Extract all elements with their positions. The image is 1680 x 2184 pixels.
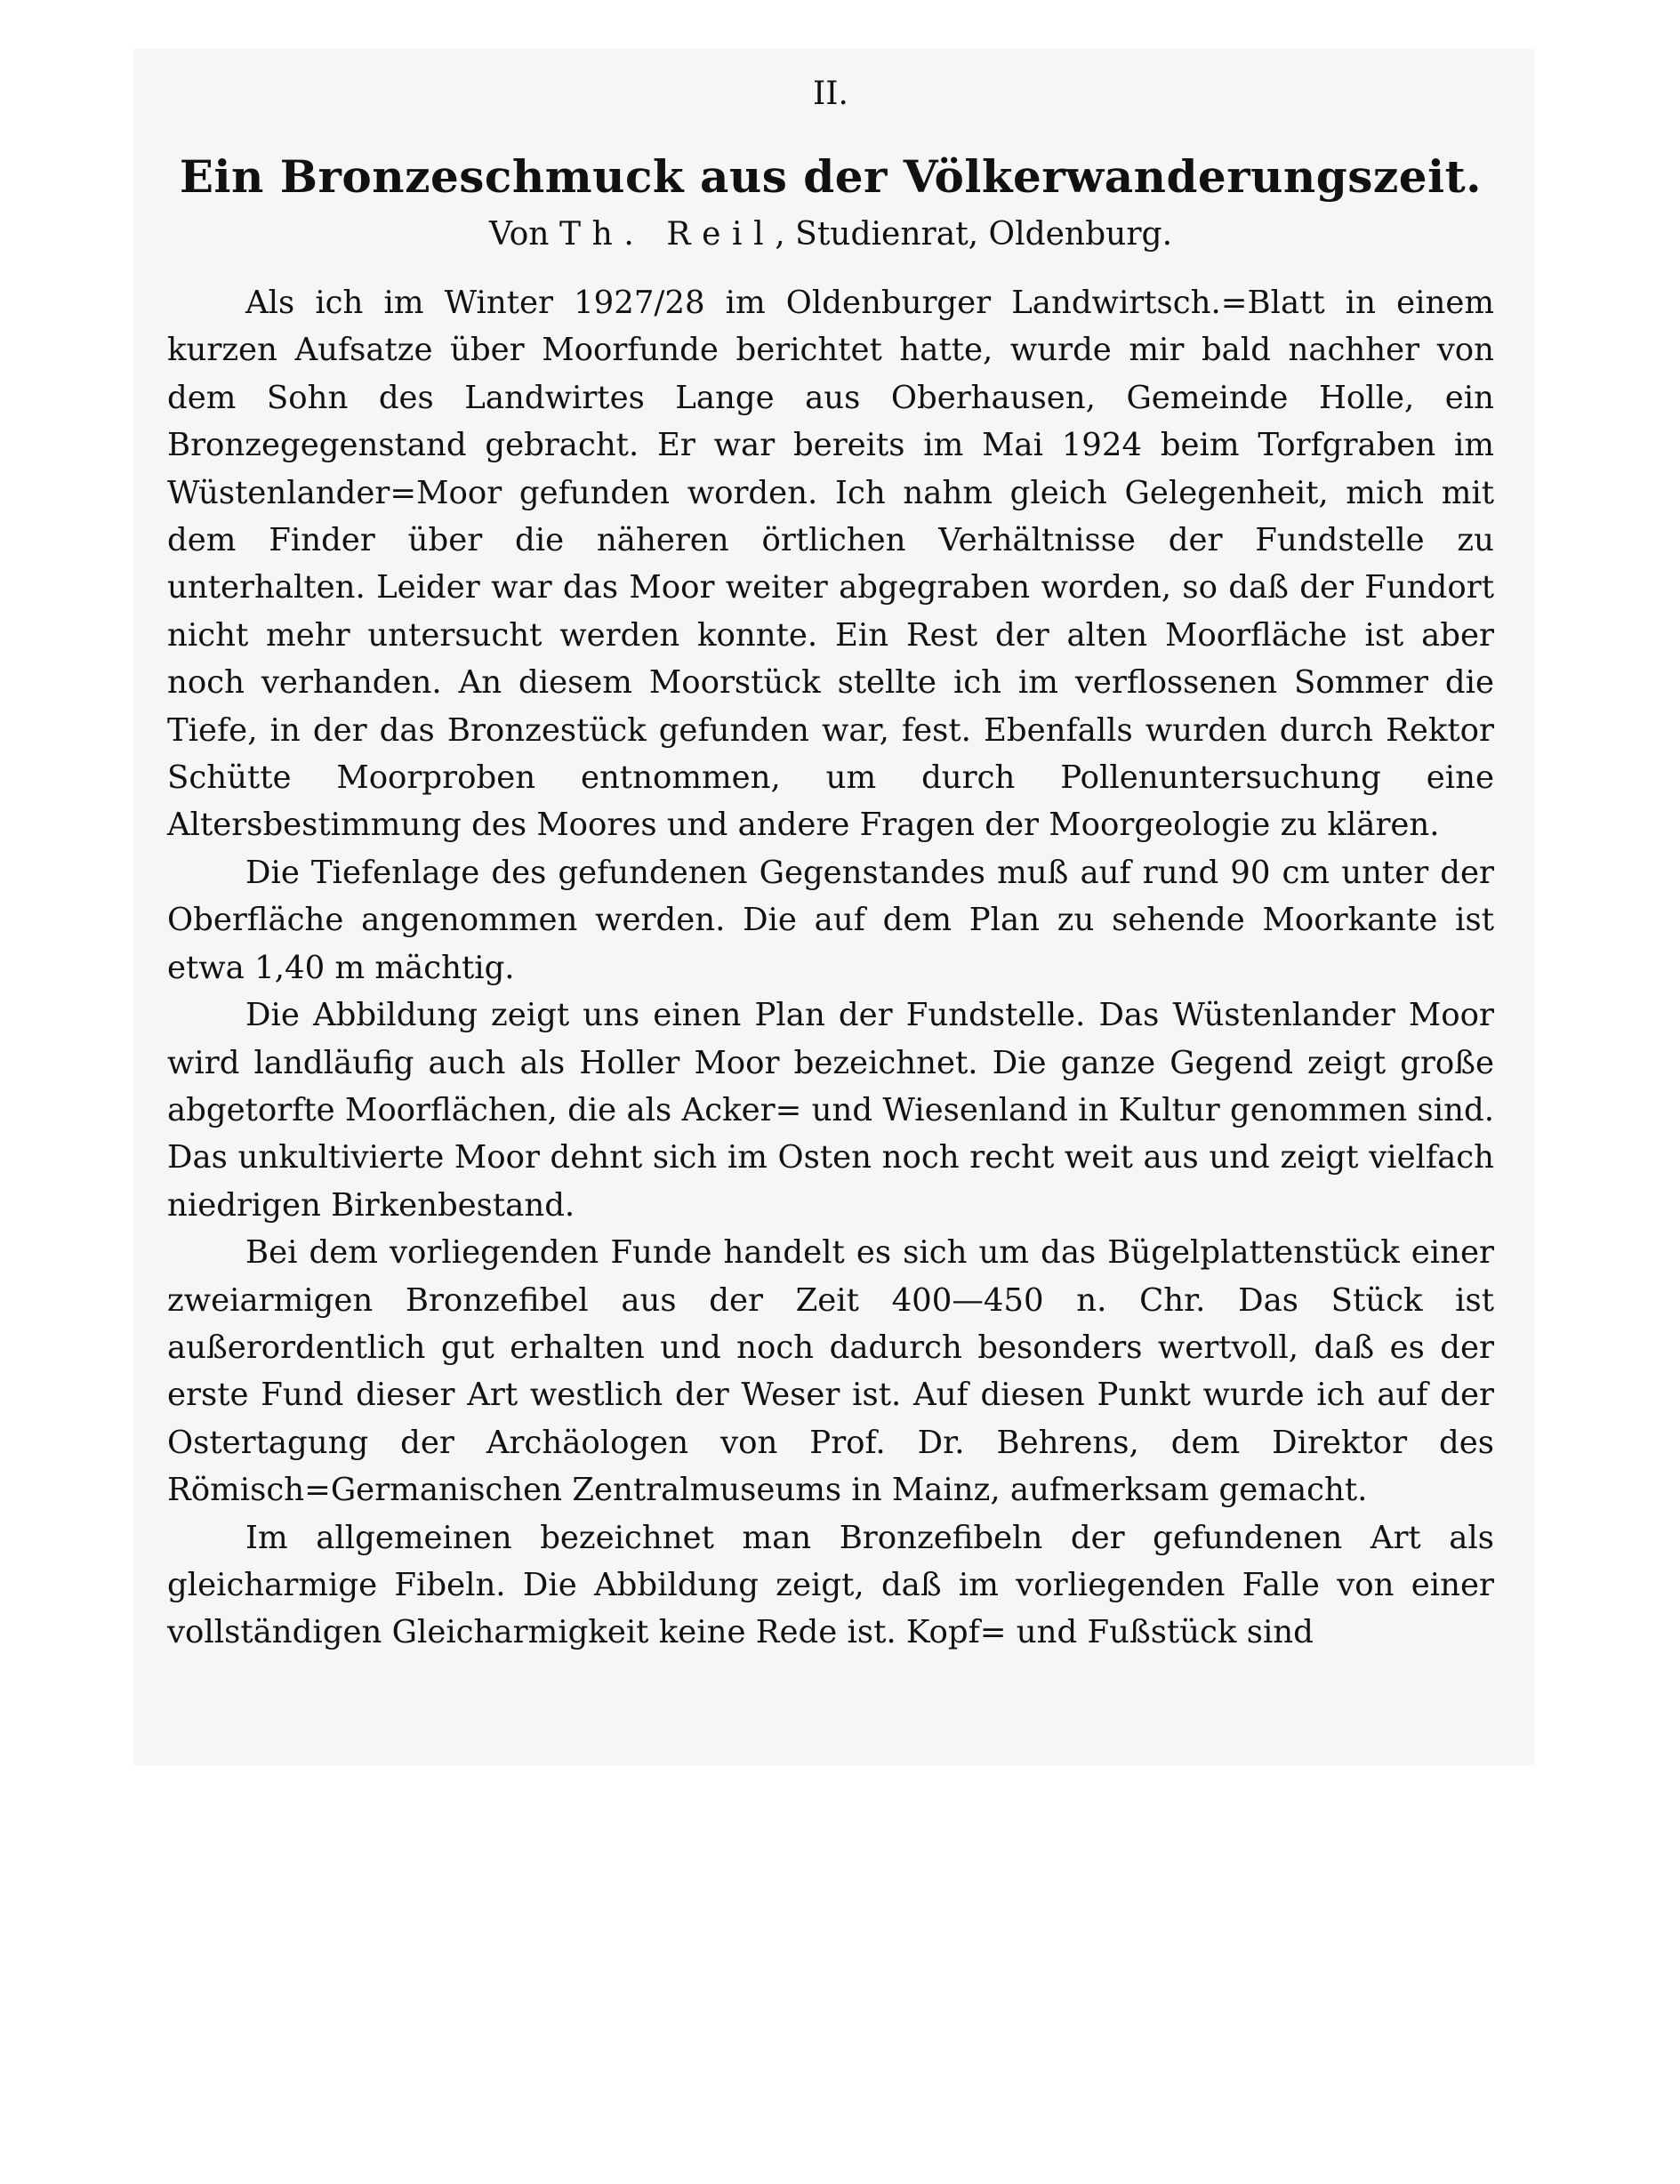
paragraph-4: Bei dem vorliegenden Funde handelt es sich um das Bügelplattenstück einer zweiarmigen Bronzefibel aus der Zeit 400—450 n. Chr. Das Stück ist außerordentlich gut erhalten und noch dadurch besonders wertvoll, daß es der erste Fund dieser Art westlich der Weser ist. Auf diesen Punkt wurde ich auf der Ostertagung der Archäologen von Prof. Dr. Behrens, dem Direktor des Römisch=Germanischen Zentralmuseums in Mainz, aufmerksam gemacht.	[167, 1234, 1494, 1509]
paragraph-5: Im allgemeinen bezeichnet man Bronzefibeln der gefundenen Art als gleicharmige Fibeln. Die Abbildung zeigt, daß im vorliegenden Falle von einer vollständigen Gleicharmigkeit keine Rede ist. Kopf= und Fußstück sind	[167, 1519, 1494, 1651]
byline-suffix: , Studienrat, Oldenburg.	[775, 216, 1173, 253]
byline-author: Th. Reil	[559, 216, 776, 253]
byline-prefix: Von	[488, 216, 550, 253]
paragraph-1: Als ich im Winter 1927/28 im Oldenburger Landwirtsch.=Blatt in einem kurzen Aufsatze über Moorfunde berichtet hatte, wurde mir bald nachher von dem Sohn des Landwirtes Lange aus Oberhausen, Gemeinde Holle, ein Bronzegegenstand gebracht. Er war bereits im Mai 1924 beim Torfgraben im Wüstenlander=Moor gefunden worden. Ich nahm gleich Gelegenheit, mich mit dem Finder über die näheren örtlichen Verhältnisse der Fundstelle zu unterhalten. Leider war das Moor weiter abgegraben worden, so daß der Fundort nicht mehr untersucht werden konnte. Ein Rest der alten Moorfläche ist aber noch verhanden. An diesem Moorstück stellte ich im verflossenen Sommer die Tiefe, in der das Bronzestück gefunden war, fest. Ebenfalls wurden durch Rektor Schütte Moorproben entnommen, um durch Pollenuntersuchung eine Altersbestimmung des Moores und andere Fragen der Moorgeologie zu klären.	[167, 285, 1494, 844]
article-title: Ein Bronzeschmuck aus der Völkerwanderungszeit.	[179, 150, 1483, 203]
paragraph-2: Die Tiefenlage des gefundenen Gegenstandes muß auf rund 90 cm unter der Oberfläche angenommen werden. Die auf dem Plan zu sehende Moorkante ist etwa 1,40 m mächtig.	[167, 854, 1494, 986]
section-number: II.	[813, 76, 848, 112]
paragraph-3: Die Abbildung zeigt uns einen Plan der Fundstelle. Das Wüstenlander Moor wird landläufig auch als Holler Moor bezeichnet. Die ganze Gegend zeigt große abgetorfte Moorflächen, die als Acker= und Wiesenland in Kultur genommen sind. Das unkultivierte Moor dehnt sich im Osten noch recht weit aus und zeigt vielfach niedrigen Birkenbestand.	[167, 997, 1494, 1224]
byline	[167, 208, 1494, 261]
article	[167, 69, 1494, 1657]
